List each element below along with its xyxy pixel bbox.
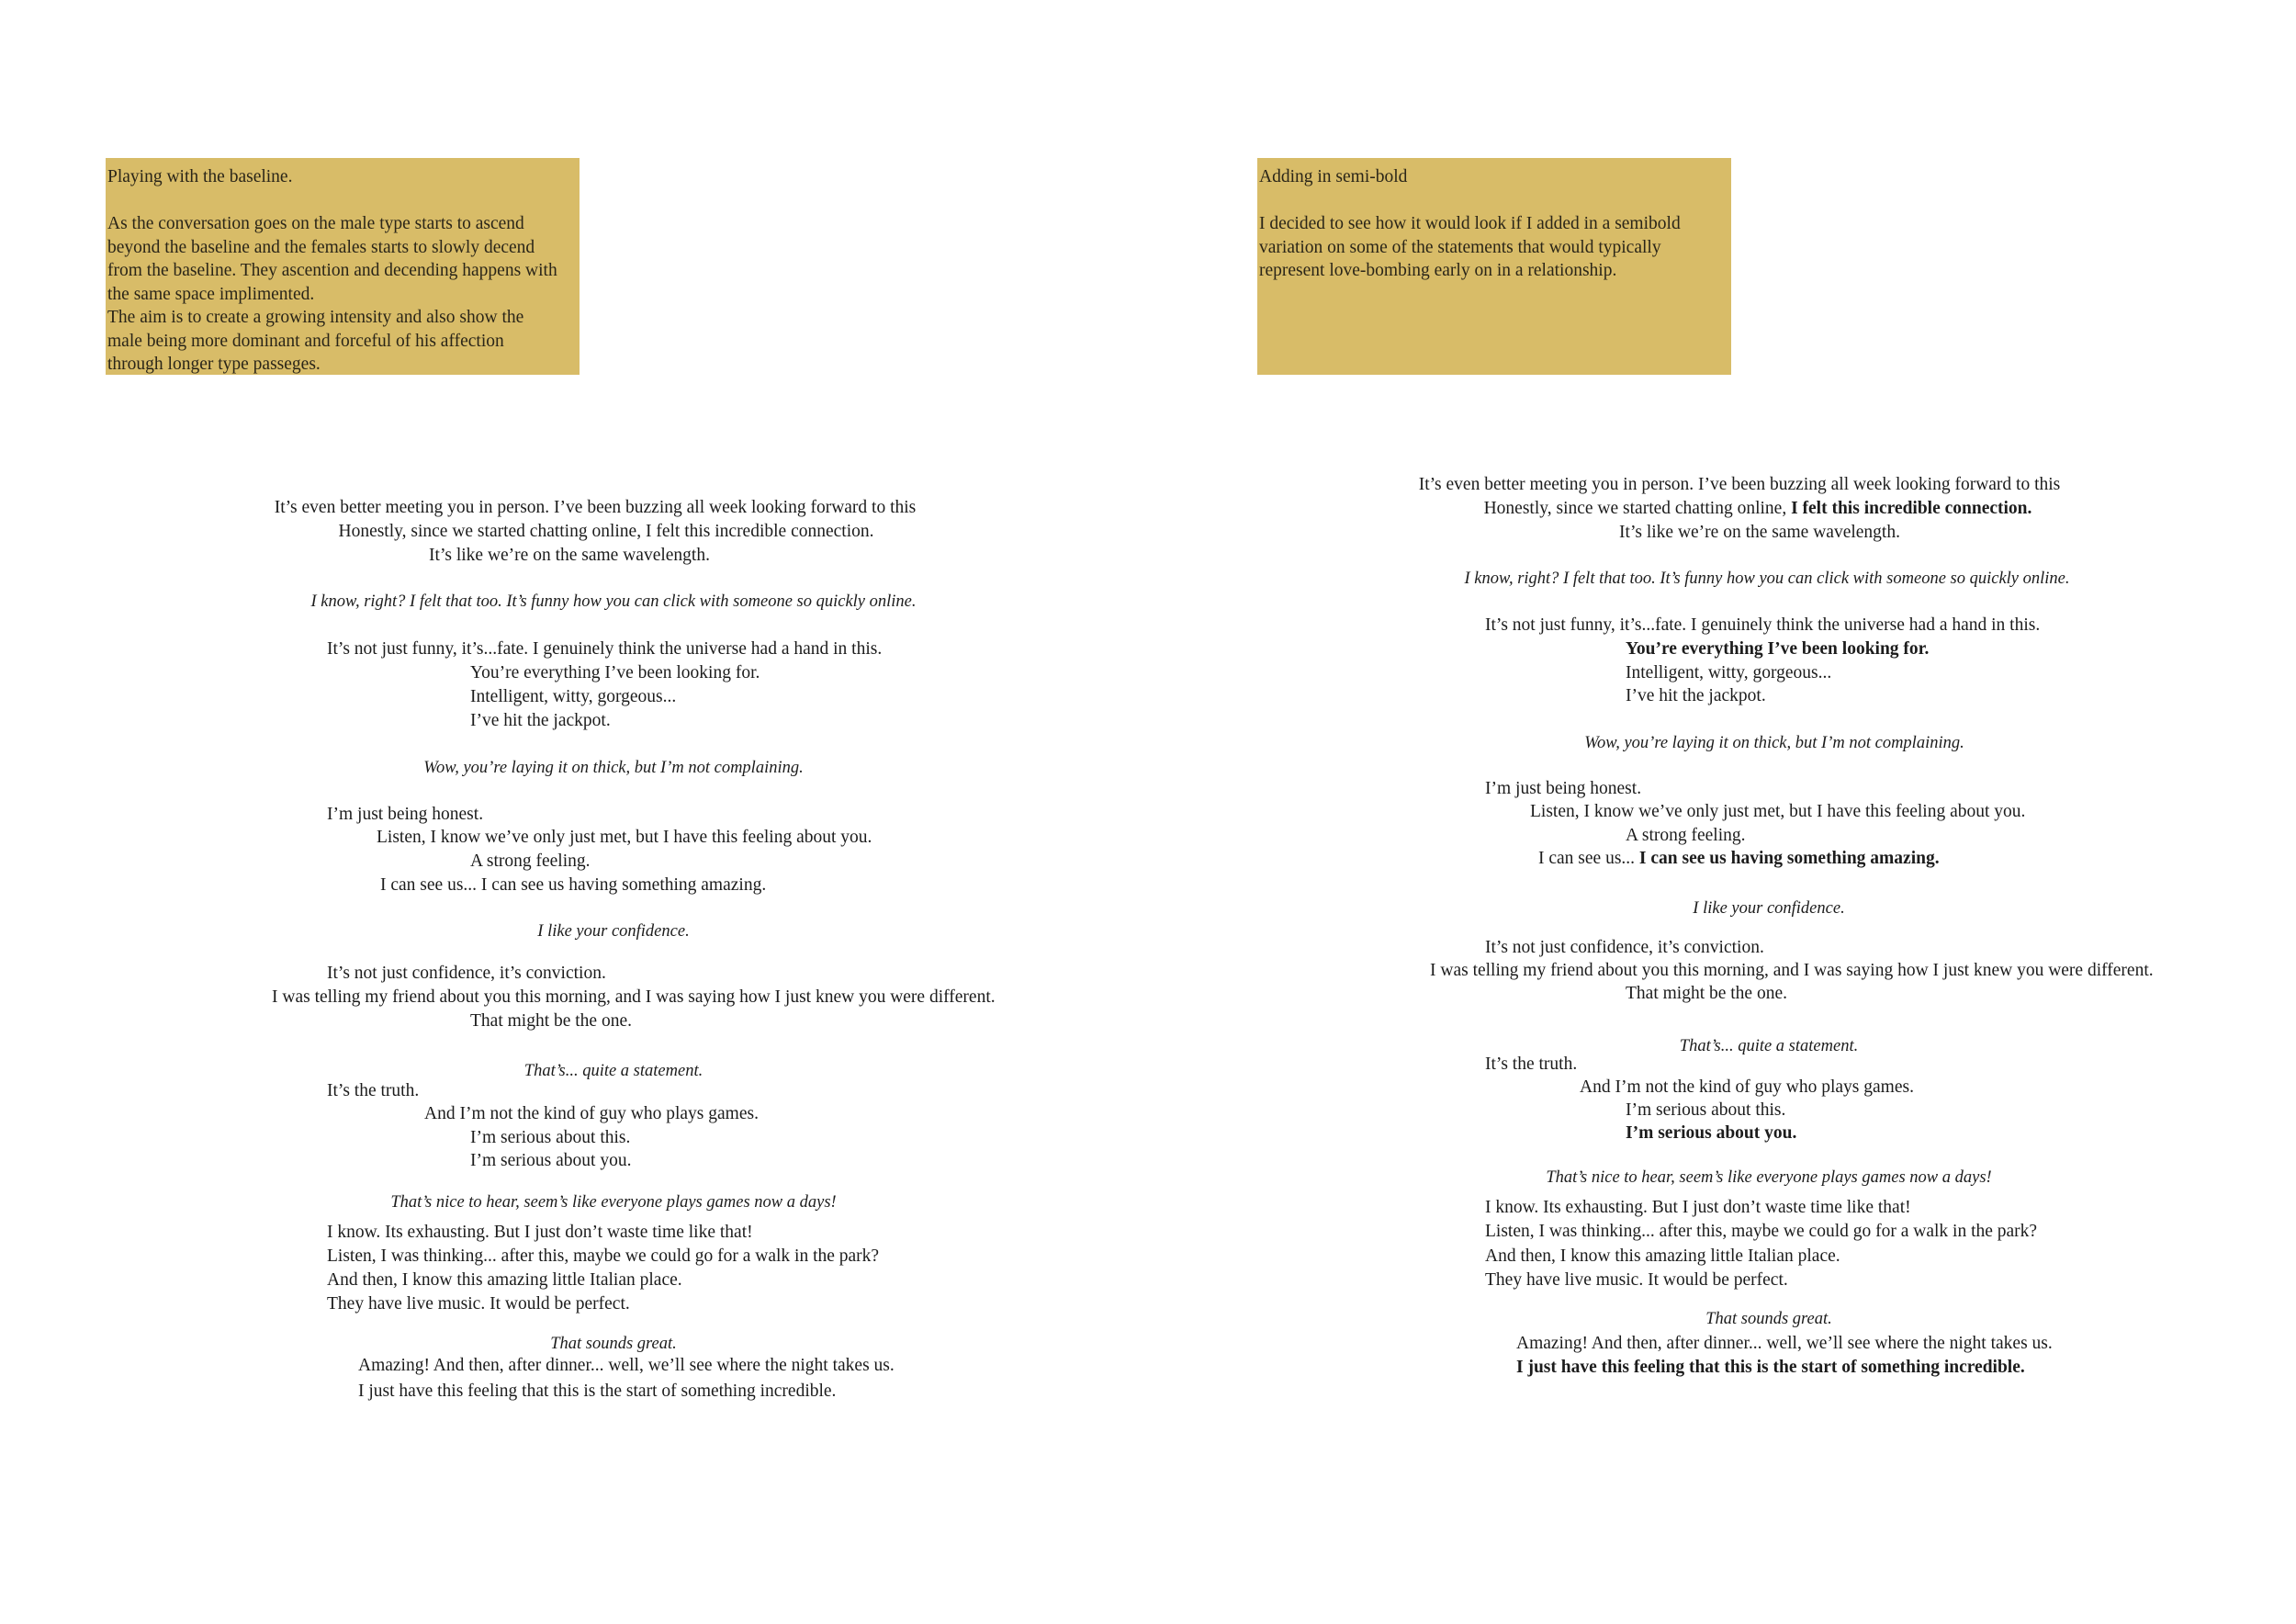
dialogue-line-female: I know, right? I felt that too. It’s funny how you can click with someone so quickly online.	[310, 592, 917, 611]
dialogue-line-male: It’s like we’re on the same wavelength.	[429, 546, 710, 565]
dialogue-line-male: I was telling my friend about you this morning, and I was saying how I just knew you were different.	[1430, 961, 2154, 980]
note-line: I decided to see how it would look if I added in a semibold	[1259, 214, 1681, 233]
dialogue-line-female: That’s... quite a statement.	[523, 1062, 703, 1080]
dialogue-line-male: It’s the truth.	[1485, 1054, 1578, 1074]
dialogue-line-male: A strong feeling.	[1626, 826, 1746, 845]
dialogue-line-male: It’s not just funny, it’s...fate. I genuinely think the universe had a hand in this.	[327, 639, 883, 659]
dialogue-line-male: And then, I know this amazing little Italian place.	[327, 1270, 682, 1290]
dialogue-line-male-semibold: I’m serious about you.	[1626, 1123, 1797, 1143]
dialogue-line-male: I can see us... I can see us having something amazing.	[380, 875, 767, 895]
dialogue-line-female: I like your confidence.	[1693, 899, 1845, 918]
dialogue-line-male: It’s the truth.	[327, 1081, 420, 1100]
dialogue-line-male: Honestly, since we started chatting online, I felt this incredible connection.	[338, 522, 874, 541]
dialogue-line-male: I just have this feeling that this is the start of something incredible.	[358, 1382, 837, 1401]
note-line: beyond the baseline and the females starts to slowly decend	[107, 237, 535, 257]
dialogue-line-male: I’m just being honest.	[327, 805, 484, 824]
note-line: from the baseline. They ascention and decending happens with	[107, 261, 557, 280]
dialogue-line-male: And I’m not the kind of guy who plays games.	[424, 1104, 759, 1123]
dialogue-line-male: I’m serious about this.	[1626, 1100, 1786, 1120]
dialogue-text: I can see us...	[1538, 849, 1639, 868]
dialogue-line-male: I’ve hit the jackpot.	[1626, 686, 1766, 705]
dialogue-line-male: And then, I know this amazing little Italian place.	[1485, 1246, 1840, 1266]
dialogue-line-male: It’s not just funny, it’s...fate. I genuinely think the universe had a hand in this.	[1485, 615, 2041, 635]
dialogue-line-male: Listen, I know we’ve only just met, but I have this feeling about you.	[377, 828, 872, 847]
dialogue-line-male: Intelligent, witty, gorgeous...	[1626, 663, 1832, 682]
dialogue-line-male: Listen, I know we’ve only just met, but I have this feeling about you.	[1530, 802, 2026, 821]
dialogue-text-semibold: I can see us having something amazing.	[1638, 849, 1940, 868]
dialogue-line-male: A strong feeling.	[470, 851, 591, 871]
dialogue-line-male: It’s even better meeting you in person. I’ve been buzzing all week looking forward to this	[1418, 475, 2061, 494]
dialogue-line-male: It’s even better meeting you in person. I’ve been buzzing all week looking forward to this	[274, 498, 917, 517]
dialogue-line-male: I’m just being honest.	[1485, 779, 1642, 798]
dialogue-line-male: I’ve hit the jackpot.	[470, 711, 611, 730]
dialogue-line-male: Listen, I was thinking... after this, maybe we could go for a walk in the park?	[327, 1246, 880, 1266]
dialogue-line-female: That sounds great.	[1705, 1310, 1832, 1328]
dialogue-line-male: They have live music. It would be perfect.	[327, 1294, 630, 1314]
note-line: represent love-bombing early on in a relationship.	[1259, 261, 1617, 280]
dialogue-line-male: I’m serious about this.	[470, 1128, 631, 1147]
dialogue-line-female: That’s... quite a statement.	[1679, 1037, 1859, 1055]
dialogue-line-male: They have live music. It would be perfect.	[1485, 1270, 1788, 1290]
note-adding-semibold	[1257, 158, 1731, 375]
dialogue-text-semibold: I felt this incredible connection.	[1791, 499, 2032, 518]
dialogue-line-male: I’m serious about you.	[470, 1151, 632, 1170]
dialogue-line-female: Wow, you’re laying it on thick, but I’m not complaining.	[1584, 734, 1964, 752]
note-line: through longer type passeges.	[107, 355, 321, 374]
dialogue-line-male: That might be the one.	[1626, 984, 1787, 1003]
dialogue-line-male-semibold: I just have this feeling that this is the start of something incredible.	[1516, 1358, 2025, 1377]
dialogue-line-male: It’s like we’re on the same wavelength.	[1619, 523, 1900, 542]
dialogue-line-female: That’s nice to hear, seem’s like everyone plays games now a days!	[390, 1193, 837, 1212]
note-line: variation on some of the statements that would typically	[1259, 237, 1661, 257]
dialogue-line-female: I know, right? I felt that too. It’s funny how you can click with someone so quickly online.	[1464, 570, 2070, 588]
dialogue-text: Honestly, since we started chatting online,	[1483, 499, 1792, 518]
dialogue-line-male: It’s not just confidence, it’s conviction.	[327, 964, 606, 983]
note-playing-with-baseline	[106, 158, 580, 375]
note-title: Playing with the baseline.	[107, 167, 293, 186]
dialogue-line-male: It’s not just confidence, it’s conviction.	[1485, 938, 1764, 957]
dialogue-line-male: Listen, I was thinking... after this, maybe we could go for a walk in the park?	[1485, 1222, 2038, 1241]
dialogue-line-female: That sounds great.	[550, 1335, 677, 1353]
dialogue-line-male	[1484, 497, 2032, 520]
dialogue-line-male: I know. Its exhausting. But I just don’t waste time like that!	[1485, 1198, 1911, 1217]
dialogue-line-male: Amazing! And then, after dinner... well, we’ll see where the night takes us.	[358, 1356, 895, 1375]
dialogue-line-male: I know. Its exhausting. But I just don’t waste time like that!	[327, 1223, 753, 1242]
dialogue-line-male: Intelligent, witty, gorgeous...	[470, 687, 677, 706]
note-line: The aim is to create a growing intensity and also show the	[107, 308, 524, 327]
dialogue-line-female: I like your confidence.	[537, 922, 690, 941]
note-line: the same space implimented.	[107, 284, 315, 304]
dialogue-line-male: I was telling my friend about you this morning, and I was saying how I just knew you were different.	[272, 987, 996, 1007]
dialogue-line-male: And I’m not the kind of guy who plays games.	[1580, 1077, 1914, 1097]
note-line: As the conversation goes on the male type starts to ascend	[107, 214, 524, 233]
dialogue-line-female: Wow, you’re laying it on thick, but I’m not complaining.	[423, 759, 804, 777]
dialogue-line-female: That’s nice to hear, seem’s like everyone plays games now a days!	[1546, 1168, 1992, 1187]
note-line: male being more dominant and forceful of his affection	[107, 331, 504, 351]
dialogue-line-male: Amazing! And then, after dinner... well, we’ll see where the night takes us.	[1516, 1334, 2053, 1353]
dialogue-line-male	[1538, 847, 1940, 870]
note-title: Adding in semi-bold	[1259, 167, 1408, 186]
dialogue-line-male-semibold: You’re everything I’ve been looking for.	[1626, 639, 1930, 659]
dialogue-line-male: That might be the one.	[470, 1011, 632, 1031]
dialogue-line-male: You’re everything I’ve been looking for.	[470, 663, 760, 682]
